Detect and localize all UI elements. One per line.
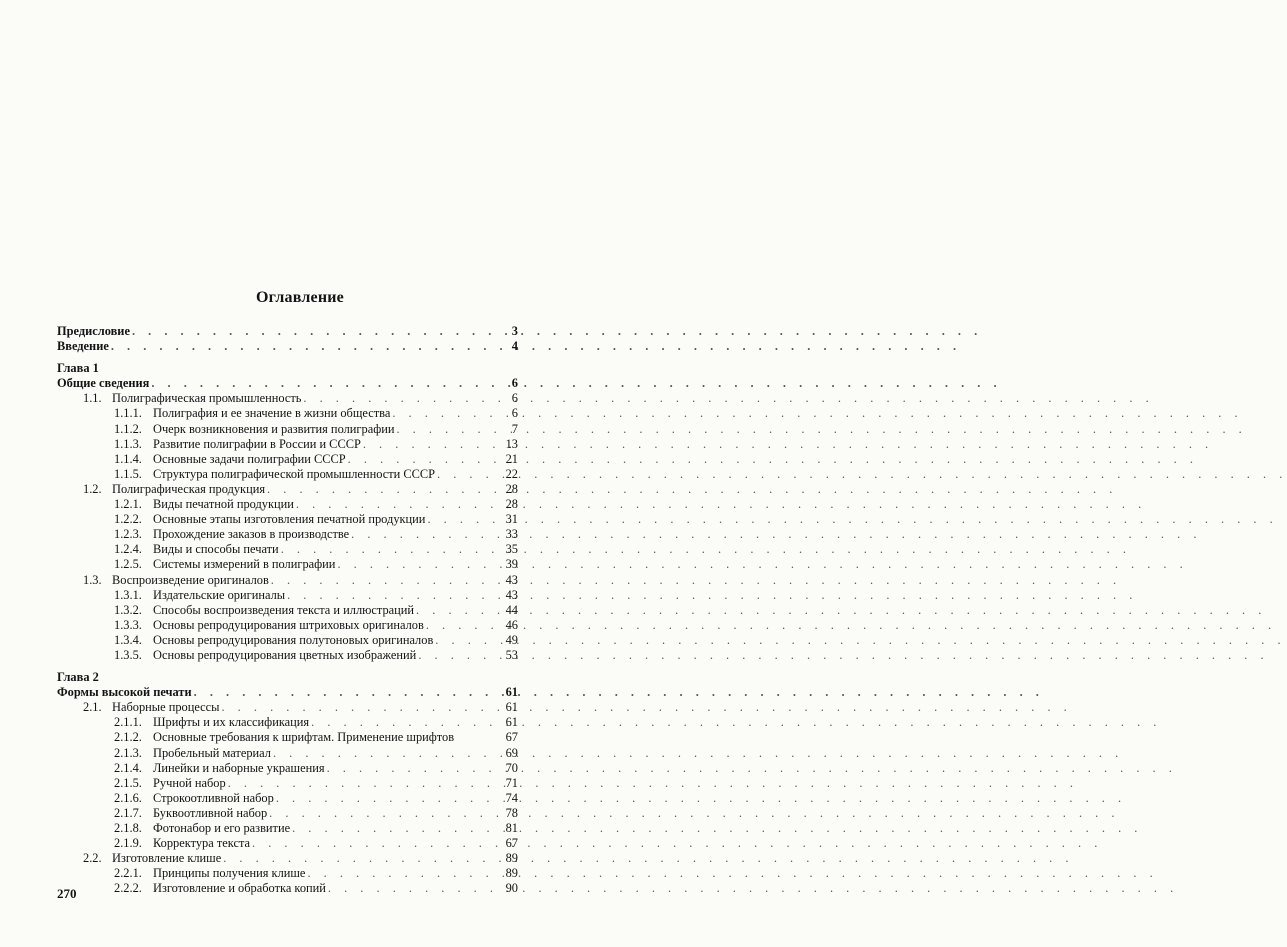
page-title: Оглавление bbox=[256, 289, 344, 306]
toc-subsection[interactable]: 2.2.2. Изготовление и обработка копий . . . 90 bbox=[57, 881, 518, 896]
toc-subsection[interactable]: 1.3.2. Способы воспроизведения текста и иллюстраций . . . 44 bbox=[57, 603, 518, 618]
toc-page-number: 6 bbox=[511, 376, 518, 391]
toc-subsection[interactable]: 1.3.3. Основы репродуцирования штриховых оригиналов . . . 46 bbox=[57, 618, 518, 633]
toc-subsection[interactable]: 1.3.5. Основы репродуцирования цветных изображений . . . 53 bbox=[57, 648, 518, 663]
chapter-1-title[interactable] bbox=[57, 376, 518, 391]
chapter-2-heading: Глава 2 bbox=[57, 670, 99, 685]
toc-subsection[interactable]: 1.2.2. Основные этапы изготовления печатной продукции . . . 31 bbox=[57, 512, 518, 527]
toc-subsection[interactable]: 2.1.3. Пробельный материал . . . 69 bbox=[57, 746, 518, 761]
toc-entry-label: Введение bbox=[57, 339, 109, 354]
toc-subsection[interactable]: 2.1.1. Шрифты и их классификация . . . 61 bbox=[57, 715, 518, 730]
toc-subsection[interactable]: 1.2.3. Прохождение заказов в производстве . . . 33 bbox=[57, 527, 518, 542]
toc-subsection[interactable]: 2.1.4. Линейки и наборные украшения . . . 70 bbox=[57, 761, 518, 776]
chapter-1-heading: Глава 1 bbox=[57, 361, 99, 376]
toc-entry-label: Предисловие bbox=[57, 324, 130, 338]
toc-entry-preface[interactable] bbox=[57, 324, 518, 339]
page-number: 270 bbox=[57, 886, 77, 901]
toc-subsection[interactable]: 1.3.4. Основы репродуцирования полутоновых оригиналов . . . 49 bbox=[57, 633, 518, 648]
toc-entry-label: Общие сведения bbox=[57, 376, 150, 391]
table-of-contents bbox=[57, 324, 518, 896]
toc-subsection[interactable]: 1.2.4. Виды и способы печати . . . 35 bbox=[57, 542, 518, 557]
toc-subsection[interactable]: 2.1.6. Строкоотливной набор . . . 74 bbox=[57, 791, 518, 806]
toc-page-number: 6 bbox=[511, 391, 518, 406]
chapter-2-title[interactable]: Формы высокой печати . . . 61 bbox=[57, 685, 518, 700]
toc-subsection[interactable]: 1.1.4. Основные задачи полиграфии СССР . . . 21 bbox=[57, 452, 518, 467]
toc-section[interactable]: 2.2. Изготовление клише . . . 89 bbox=[57, 851, 518, 866]
toc-page-number: 4 bbox=[511, 339, 518, 354]
toc-subsection[interactable]: 1.3.1. Издательские оригиналы . . . 43 bbox=[57, 588, 518, 603]
toc-subsection[interactable]: 2.1.9. Корректура текста . . . 67 bbox=[57, 836, 518, 851]
toc-subsection[interactable]: 2.1.7. Буквоотливной набор . . . 78 bbox=[57, 806, 518, 821]
toc-subsection[interactable]: 1.1.1. Полиграфия и ее значение в жизни общества . . . 6 bbox=[57, 406, 518, 421]
toc-section[interactable]: 2.1. Наборные процессы . . . 61 bbox=[57, 700, 518, 715]
toc-section[interactable]: 1.3. Воспроизведение оригиналов . . . 43 bbox=[57, 573, 518, 588]
toc-entry-label: Полиграфическая промышленность bbox=[112, 391, 302, 406]
toc-subsection[interactable]: 1.1.3. Развитие полиграфии в России и СССР . . . 13 bbox=[57, 437, 518, 452]
toc-subsection[interactable]: 1.1.5. Структура полиграфической промышленности СССР . . . 22 bbox=[57, 467, 518, 482]
toc-subsection[interactable]: 2.2.1. Принципы получения клише . . . 89 bbox=[57, 866, 518, 881]
toc-subsection[interactable]: 2.1.8. Фотонабор и его развитие . . . 81 bbox=[57, 821, 518, 836]
toc-section[interactable]: 1.1. Полиграфическая промышленность . . . 6 bbox=[57, 391, 518, 406]
toc-subsection[interactable]: 2.1.2. Основные требования к шрифтам. Применение шрифтов 67 bbox=[114, 730, 518, 745]
toc-page-number: 3 bbox=[511, 324, 518, 338]
toc-subsection[interactable]: 2.1.5. Ручной набор . . . 71 bbox=[57, 776, 518, 791]
toc-entry-introduction[interactable] bbox=[57, 339, 518, 354]
toc-subsection[interactable]: 1.1.2. Очерк возникновения и развития полиграфии . . . 7 bbox=[57, 422, 518, 437]
toc-section[interactable]: 1.2. Полиграфическая продукция . . . 28 bbox=[57, 482, 518, 497]
toc-subsection[interactable]: 1.2.5. Системы измерений в полиграфии . . . 39 bbox=[57, 557, 518, 572]
toc-subsection[interactable]: 1.2.1. Виды печатной продукции . . . 28 bbox=[57, 497, 518, 512]
